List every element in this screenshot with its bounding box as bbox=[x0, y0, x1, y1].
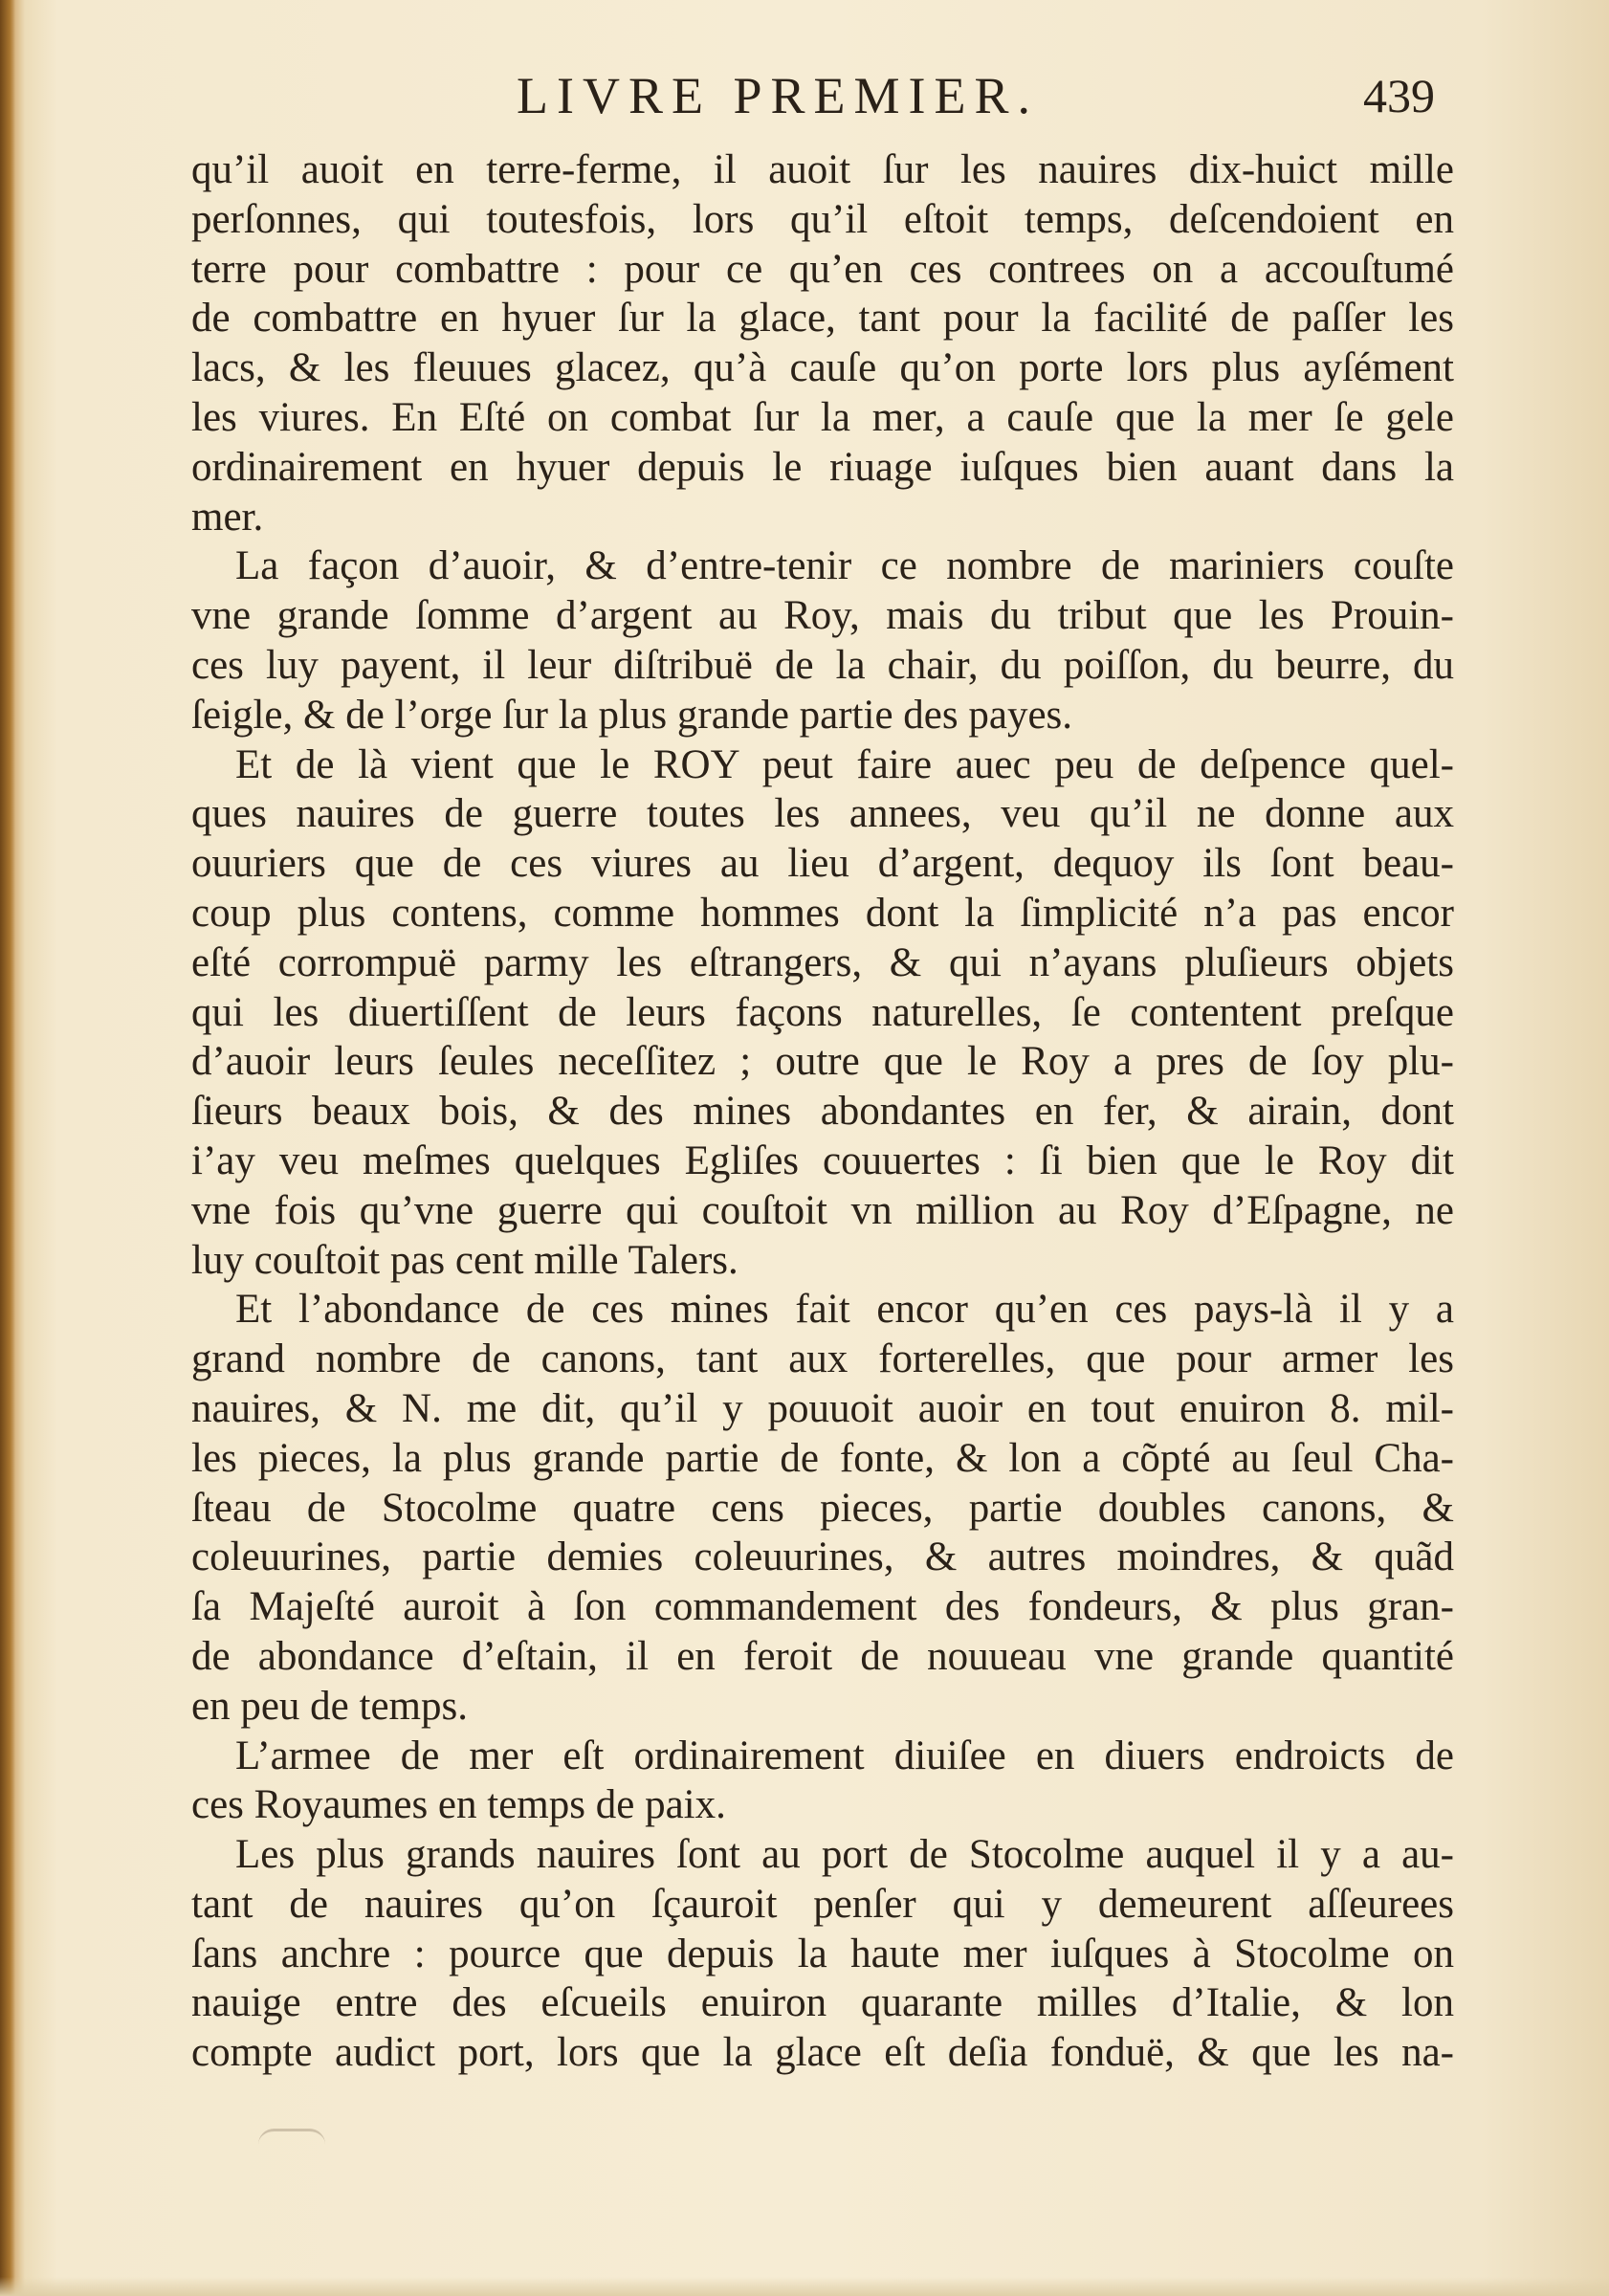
text-line: d’auoir leurs ſeules neceſſitez ; outre que le Roy a pres de ſoy plu- bbox=[191, 1039, 1454, 1085]
text-line: vne grande ſomme d’argent au Roy, mais du tribut que les Prouin- bbox=[191, 593, 1454, 639]
running-title: LIVRE PREMIER. bbox=[517, 67, 1040, 124]
text-line: vne fois qu’vne guerre qui couſtoit vn million au Roy d’Eſpagne, ne bbox=[191, 1187, 1454, 1233]
text-line: ſieurs beaux bois, & des mines abondantes en fer, & airain, dont bbox=[191, 1089, 1454, 1135]
text-line: de abondance d’eſtain, il en feroit de nouueau vne grande quantité bbox=[191, 1633, 1454, 1679]
page-binding-edge bbox=[0, 0, 15, 2296]
text-line: ſans anchre : pource que depuis la haute mer iuſques à Stocolme on bbox=[191, 1931, 1454, 1976]
text-line: ſa Majeſté auroit à ſon commandement des fondeurs, & plus gran- bbox=[191, 1584, 1454, 1630]
text-line: ces luy payent, il leur diſtribuë de la chair, du poiſſon, du beurre, du bbox=[191, 642, 1454, 688]
paragraph-end-line: en peu de temps. bbox=[191, 1683, 468, 1729]
paragraph-end-line: ſeigle, & de l’orge ſur la plus grande partie des payes. bbox=[191, 692, 1073, 738]
paragraph-end-line: ces Royaumes en temps de paix. bbox=[191, 1782, 726, 1828]
text-line: ouuriers que de ces viures au lieu d’argent, dequoy ils ſont beau- bbox=[191, 841, 1454, 887]
paragraph-end-line: luy couſtoit pas cent mille Talers. bbox=[191, 1237, 738, 1283]
paragraph-start-line: Et l’abondance de ces mines fait encor qu’en ces pays-là il y a bbox=[235, 1287, 1454, 1333]
text-line: ques nauires de guerre toutes les annees, veu qu’il ne donne aux bbox=[191, 791, 1454, 837]
text-line: compte audict port, lors que la glace eſt deſia fonduë, & que les na- bbox=[191, 2030, 1454, 2076]
ink-smudge bbox=[258, 2129, 325, 2160]
paragraph-end-line: mer. bbox=[191, 494, 264, 540]
text-line: nauires, & N. me dit, qu’il y pouuoit auoir en tout enuiron 8. mil- bbox=[191, 1385, 1454, 1431]
text-line: qu’il auoit en terre-ferme, il auoit ſur les nauires dix-huict mille bbox=[191, 147, 1454, 192]
paragraph-start-line: Les plus grands nauires ſont au port de Stocolme auquel il y a au- bbox=[235, 1832, 1454, 1878]
text-line: i’ay veu meſmes quelques Egliſes couuertes : ſi bien que le Roy dit bbox=[191, 1137, 1454, 1183]
text-line: eſté corrompuë parmy les eſtrangers, & qui n’ayans pluſieurs objets bbox=[191, 939, 1454, 985]
paragraph-start-line: Et de là vient que le ROY peut faire auec peu de deſpence quel- bbox=[235, 741, 1454, 787]
text-line: de combattre en hyuer ſur la glace, tant pour la facilité de paſſer les bbox=[191, 296, 1454, 342]
text-line: qui les diuertiſſent de leurs façons naturelles, ſe contentent preſque bbox=[191, 989, 1454, 1035]
text-line: les viures. En Eſté on combat ſur la mer, a cauſe que la mer ſe gele bbox=[191, 394, 1454, 440]
page-bottom-edge bbox=[0, 2277, 1609, 2296]
text-line: nauige entre des eſcueils enuiron quarante milles d’Italie, & lon bbox=[191, 1980, 1454, 2026]
text-line: grand nombre de canons, tant aux forterelles, que pour armer les bbox=[191, 1336, 1454, 1382]
text-line: tant de nauires qu’on ſçauroit penſer qui y demeurent aſſeurees bbox=[191, 1881, 1454, 1927]
text-line: terre pour combattre : pour ce qu’en ces contrees on a accouſtumé bbox=[191, 246, 1454, 292]
text-line: coup plus contens, comme hommes dont la ſimplicité n’a pas encor bbox=[191, 890, 1454, 936]
text-line: coleuurines, partie demies coleuurines, & autres moindres, & quãd bbox=[191, 1534, 1454, 1580]
page-number: 439 bbox=[1363, 69, 1435, 122]
paragraph-start-line: L’armee de mer eſt ordinairement diuiſee en diuers endroicts de bbox=[235, 1733, 1454, 1778]
text-block bbox=[191, 145, 1454, 2078]
text-line: ſteau de Stocolme quatre cens pieces, partie doubles canons, & bbox=[191, 1485, 1454, 1531]
text-line: perſonnes, qui toutesfois, lors qu’il eſtoit temps, deſcendoient en bbox=[191, 196, 1454, 242]
text-line: ordinairement en hyuer depuis le riuage iuſques bien auant dans la bbox=[191, 444, 1454, 490]
paragraph-start-line: La façon d’auoir, & d’entre-tenir ce nombre de mariniers couſte bbox=[235, 543, 1454, 589]
text-line: lacs, & les fleuues glacez, qu’à cauſe qu’on porte lors plus ayſément bbox=[191, 345, 1454, 391]
running-head bbox=[191, 57, 1435, 134]
text-line: les pieces, la plus grande partie de fonte, & lon a cõpté au ſeul Cha- bbox=[191, 1435, 1454, 1481]
